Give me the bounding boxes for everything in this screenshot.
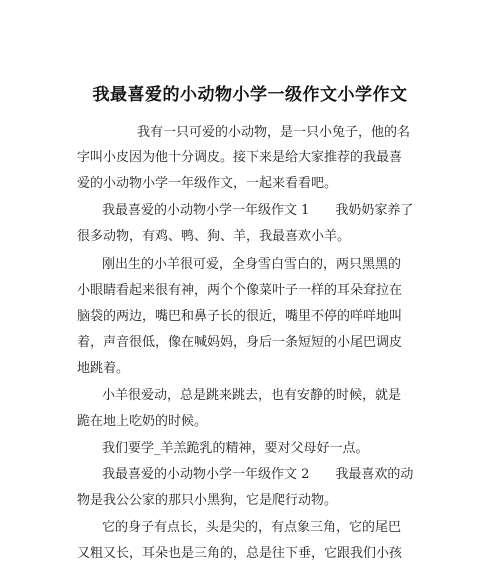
paragraph-line: 很多动物，有鸡、鸭、狗、羊，我最喜欢小羊。 bbox=[77, 229, 351, 244]
paragraph-line: 我最喜爱的小动物小学一年级作文 2 我最喜欢的动 bbox=[102, 467, 414, 482]
paragraph-line: 脑袋的两边，嘴巴和鼻子长的很近，嘴里不停的咩咩地叫 bbox=[77, 309, 403, 324]
paragraph-line: 字叫小皮因为他十分调皮。接下来是给大家推荐的我最喜 bbox=[77, 150, 403, 165]
paragraph-line: 刚出生的小羊很可爱，全身雪白雪白的，两只黑黑的 bbox=[102, 257, 402, 272]
document-title: 我最喜爱的小动物小学一级作文小学作文 bbox=[92, 85, 408, 105]
paragraph-line: 跪在地上吃奶的时候。 bbox=[77, 414, 208, 429]
paragraph-line: 地跳着。 bbox=[77, 361, 130, 376]
paragraph-line: 着，声音很低，像在喊妈妈，身后一条短短的小尾巴调皮 bbox=[77, 335, 403, 350]
paragraph-line: 小眼睛看起来很有神，两个个像菜叶子一样的耳朵耷拉在 bbox=[77, 283, 403, 298]
paragraph-line: 它的身子有点长，头是尖的，有点象三角，它的尾巴 bbox=[102, 520, 402, 535]
paragraph-line: 物是我公公家的那只小黑狗，它是爬行动物。 bbox=[77, 493, 338, 508]
paragraph-line: 我最喜爱的小动物小学一年级作文 1 我奶奶家养了 bbox=[102, 203, 414, 218]
paragraph-line: 我有一只可爱的小动物，是一只小兔子，他的名 bbox=[137, 125, 411, 140]
paragraph-line: 我们要学_羊羔跪乳的精神，要对父母好一点。 bbox=[102, 441, 369, 456]
paragraph-line: 爱的小动物小学一年级作文，一起来看看吧。 bbox=[77, 176, 338, 191]
paragraph-line: 小羊很爱动，总是跳来跳去，也有安静的时候，就是 bbox=[102, 388, 402, 403]
paragraph-line: 又粗又长，耳朵也是三角的，总是往下垂，它跟我们小孩 bbox=[77, 546, 403, 561]
